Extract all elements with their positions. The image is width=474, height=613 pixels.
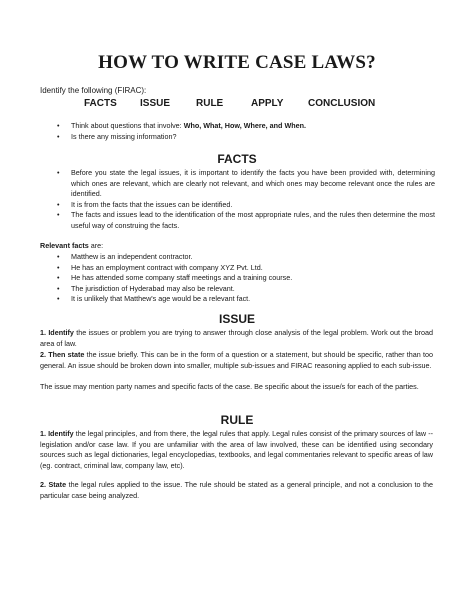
list-item: • Is there any missing information?	[55, 132, 435, 143]
rule-p2-bold: 2. State	[40, 480, 67, 489]
relevant-facts-bold: Relevant facts	[40, 241, 89, 250]
list-item: • Matthew is an independent contractor.	[55, 252, 435, 263]
rule-paragraph-1	[40, 429, 433, 471]
relevant-facts-list	[55, 252, 435, 305]
list-item: • The facts and issues lead to the identification of the most appropriate rules, and the rules then determine the most useful way of construing the facts.	[55, 210, 435, 231]
rule-p1-bold: 1. Identify	[40, 429, 74, 438]
issue-paragraph-1	[40, 328, 433, 349]
rule-p2-text: the legal rules applied to the issue. The rule should be stated as a general principle, and not a conclusion to the particular case being analyzed.	[40, 480, 433, 500]
firac-apply: APPLY	[251, 98, 284, 109]
issue-heading: ISSUE	[218, 312, 255, 326]
firac-conclusion: CONCLUSION	[308, 98, 376, 109]
firac-rule: RULE	[196, 98, 224, 109]
issue-p2-text: the issue briefly. This can be in the form of a question or a statement, but should be specific, rather than too general. An issue should be broken down into smaller, multiple sub-issues and FIRAC reasoning applied to each sub-issue.	[40, 350, 433, 370]
think-bullet-text: Think about questions that involve:	[71, 121, 184, 130]
list-item: • He has attended some company staff meetings and a training course.	[55, 273, 435, 284]
list-item: • Before you state the legal issues, it is important to identify the facts you have been provided with, determining which ones are relevant, which are clearly not relevant, and which ones may become relevant once the rules are identified.	[55, 168, 435, 200]
relevant-facts-suffix: are:	[88, 241, 104, 250]
rule-paragraph-2	[40, 480, 433, 501]
relevant-facts-label	[40, 241, 103, 250]
list-item: • He has an employment contract with company XYZ Pvt. Ltd.	[55, 263, 435, 274]
firac-facts: FACTS	[84, 98, 117, 109]
issue-paragraph-2	[40, 350, 433, 371]
facts-list	[55, 168, 435, 232]
issue-p1-bold: 1. Identify	[40, 328, 74, 337]
list-item: • The jurisdiction of Hyderabad may also be relevant.	[55, 284, 435, 295]
issue-paragraph-3: The issue may mention party names and specific facts of the case. Be specific about the issue/s for each of the parties.	[40, 382, 419, 391]
list-item: • It is unlikely that Matthew's age would be a relevant fact.	[55, 294, 435, 305]
issue-p1-text: the issues or problem you are trying to answer through close analysis of the legal problem. Work out the broad area of law.	[40, 328, 433, 348]
rule-heading: RULE	[220, 413, 254, 427]
list-item: • It is from the facts that the issues can be identified.	[55, 200, 435, 211]
list-item	[55, 121, 435, 132]
issue-p2-bold: 2. Then state	[40, 350, 85, 359]
firac-issue: ISSUE	[140, 98, 171, 109]
page-title: HOW TO WRITE CASE LAWS?	[98, 52, 376, 73]
think-bullet-bold: Who, What, How, Where, and When.	[183, 121, 306, 130]
facts-heading: FACTS	[217, 152, 257, 166]
rule-p1-text: the legal principles, and from there, the legal rules that apply. Legal rules consist of the primary sources of law -- legislation and/or case law. If you are unfamiliar with the area of law involved, these can be identified using secondary sources such as legal dictionaries, legal encyclopedias, textbooks, and legal commentaries relevant to specific areas of law (eg. contract, criminal law, company law, etc).	[40, 429, 433, 470]
think-list	[55, 121, 435, 142]
firac-intro: Identify the following (FIRAC):	[40, 86, 147, 95]
